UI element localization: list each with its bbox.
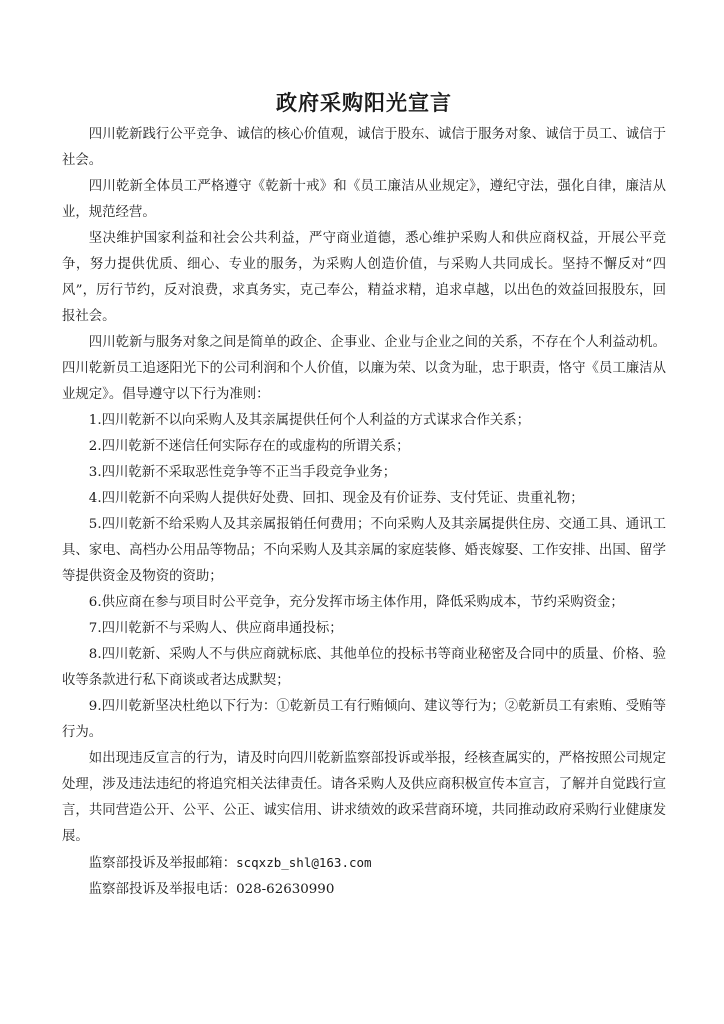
rule-item-6: 6.供应商在参与项目时公平竞争，充分发挥市场主体作用，降低采购成本，节约采购资金； — [88, 595, 624, 610]
rule-item-7: 7.四川乾新不与采购人、供应商串通投标； — [88, 621, 343, 636]
document-page — [62, 88, 666, 903]
paragraph-closing: 如出现违反宣言的行为，请及时向四川乾新监察部投诉或举报，经核查属实的，严格按照公司规定处理，涉及违法违纪的将追究相关法律责任。请各采购人及供应商积极宣传本宣言，了解并自觉践行宣言，共同营造公开、公平、公正、诚实信用、讲求绩效的政采营商环境，共同推动政府采购行业健康发展。 — [62, 751, 666, 844]
rule-item-4: 4.四川乾新不向采购人提供好处费、回扣、现金及有价证券、支付凭证、贵重礼物； — [88, 491, 584, 506]
contact-email-line — [62, 850, 666, 877]
rule-item-2: 2.四川乾新不迷信任何实际存在的或虚构的所谓关系； — [88, 439, 410, 454]
contact-email-label: 监察部投诉及举报邮箱： — [88, 856, 237, 871]
paragraph-public-interest: 坚决维护国家利益和社会公共利益，严守商业道德，悉心维护采购人和供应商权益，开展公平竞争，努力提供优质、细心、专业的服务，为采购人创造价值，与采购人共同成长。坚持不懈反对“四风”，厉行节约，反对浪费，求真务实，克己奉公，精益求精，追求卓越，以出色的效益回报股东，回报社会。 — [62, 231, 666, 324]
contact-phone: 028-62630990 — [236, 882, 335, 897]
rule-item-1: 1.四川乾新不以向采购人及其亲属提供任何个人利益的方式谋求合作关系； — [88, 413, 531, 428]
document-title: 政府采购阳光宣言 — [276, 91, 452, 115]
contact-phone-line — [62, 877, 666, 903]
paragraph-core-values: 四川乾新践行公平竞争、诚信的核心价值观，诚信于股东、诚信于服务对象、诚信于员工、诚信于社会。 — [62, 127, 666, 168]
paragraph-employee-rules: 四川乾新全体员工严格遵守《乾新十戒》和《员工廉洁从业规定》，遵纪守法，强化自律，廉洁从业，规范经营。 — [62, 179, 666, 220]
rule-item-8: 8.四川乾新、采购人不与供应商就标底、其他单位的投标书等商业秘密及合同中的质量、价格、验收等条款进行私下商谈或者达成默契； — [62, 647, 666, 688]
rule-item-5: 5.四川乾新不给采购人及其亲属报销任何费用；不向采购人及其亲属提供住房、交通工具、通讯工具、家电、高档办公用品等物品；不向采购人及其亲属的家庭装修、婚丧嫁娶、工作安排、出国、留学等提供资金及物资的资助； — [62, 517, 666, 584]
rule-item-3: 3.四川乾新不采取恶性竞争等不正当手段竞争业务； — [88, 465, 397, 480]
paragraph-relationship: 四川乾新与服务对象之间是简单的政企、企事业、企业与企业之间的关系，不存在个人利益动机。四川乾新员工追逐阳光下的公司利润和个人价值，以廉为荣、以贪为耻，忠于职责，恪守《员工廉洁从业规定》。倡导遵守以下行为准则： — [62, 335, 666, 402]
contact-email: scqxzb_shl@163.com — [236, 855, 372, 870]
contact-phone-label: 监察部投诉及举报电话： — [88, 882, 237, 897]
rule-item-9: 9.四川乾新坚决杜绝以下行为：①乾新员工有行贿倾向、建议等行为；②乾新员工有索贿、受贿等行为。 — [62, 699, 666, 740]
